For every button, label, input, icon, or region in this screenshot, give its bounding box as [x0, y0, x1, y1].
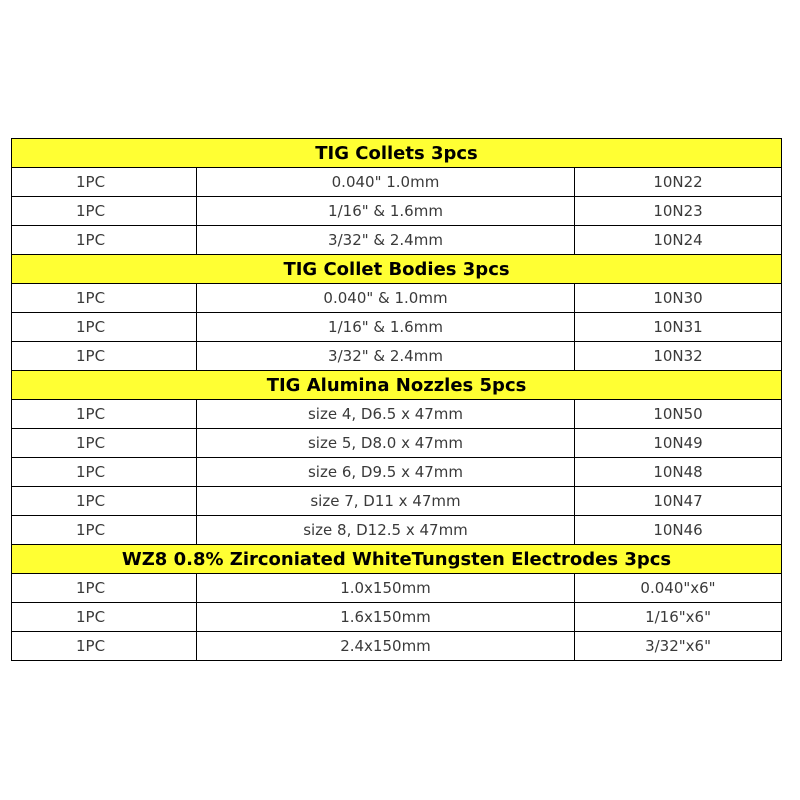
table-row [12, 342, 782, 371]
quantity-cell: 1PC [12, 284, 197, 313]
size-cell: size 5, D8.0 x 47mm [197, 429, 575, 458]
size-cell: 1/16" & 1.6mm [197, 313, 575, 342]
part-code-cell: 10N47 [575, 487, 782, 516]
table-row [12, 458, 782, 487]
size-cell: 3/32" & 2.4mm [197, 342, 575, 371]
quantity-cell: 1PC [12, 168, 197, 197]
table-row [12, 632, 782, 661]
quantity-cell: 1PC [12, 516, 197, 545]
part-code-cell: 10N31 [575, 313, 782, 342]
section-title: WZ8 0.8% Zirconiated WhiteTungsten Electrodes 3pcs [12, 545, 782, 574]
section-header-row [12, 371, 782, 400]
quantity-cell: 1PC [12, 226, 197, 255]
size-cell: size 8, D12.5 x 47mm [197, 516, 575, 545]
part-code-cell: 10N23 [575, 197, 782, 226]
part-code-cell: 10N22 [575, 168, 782, 197]
part-code-cell: 10N49 [575, 429, 782, 458]
part-code-cell: 10N48 [575, 458, 782, 487]
table-row [12, 487, 782, 516]
quantity-cell: 1PC [12, 429, 197, 458]
size-cell: 1.0x150mm [197, 574, 575, 603]
part-code-cell: 10N32 [575, 342, 782, 371]
size-cell: 3/32" & 2.4mm [197, 226, 575, 255]
size-cell: 0.040" 1.0mm [197, 168, 575, 197]
section-header-row [12, 139, 782, 168]
size-cell: 1/16" & 1.6mm [197, 197, 575, 226]
quantity-cell: 1PC [12, 574, 197, 603]
part-code-cell: 0.040"x6" [575, 574, 782, 603]
quantity-cell: 1PC [12, 458, 197, 487]
table-row [12, 574, 782, 603]
section-title: TIG Collets 3pcs [12, 139, 782, 168]
table-row [12, 168, 782, 197]
size-cell: 1.6x150mm [197, 603, 575, 632]
table-row [12, 197, 782, 226]
part-code-cell: 1/16"x6" [575, 603, 782, 632]
section-header-row [12, 545, 782, 574]
table-row [12, 603, 782, 632]
size-cell: size 4, D6.5 x 47mm [197, 400, 575, 429]
size-cell: 2.4x150mm [197, 632, 575, 661]
quantity-cell: 1PC [12, 400, 197, 429]
part-code-cell: 10N24 [575, 226, 782, 255]
part-code-cell: 10N46 [575, 516, 782, 545]
quantity-cell: 1PC [12, 197, 197, 226]
section-title: TIG Alumina Nozzles 5pcs [12, 371, 782, 400]
table-row [12, 226, 782, 255]
quantity-cell: 1PC [12, 632, 197, 661]
quantity-cell: 1PC [12, 313, 197, 342]
table-row [12, 429, 782, 458]
table-row [12, 516, 782, 545]
quantity-cell: 1PC [12, 603, 197, 632]
section-title: TIG Collet Bodies 3pcs [12, 255, 782, 284]
table-row [12, 284, 782, 313]
table-row [12, 313, 782, 342]
quantity-cell: 1PC [12, 342, 197, 371]
size-cell: size 7, D11 x 47mm [197, 487, 575, 516]
size-cell: size 6, D9.5 x 47mm [197, 458, 575, 487]
size-cell: 0.040" & 1.0mm [197, 284, 575, 313]
part-code-cell: 3/32"x6" [575, 632, 782, 661]
part-code-cell: 10N30 [575, 284, 782, 313]
section-header-row [12, 255, 782, 284]
parts-spec-table [11, 138, 782, 661]
table-body [12, 139, 782, 661]
quantity-cell: 1PC [12, 487, 197, 516]
table-row [12, 400, 782, 429]
part-code-cell: 10N50 [575, 400, 782, 429]
